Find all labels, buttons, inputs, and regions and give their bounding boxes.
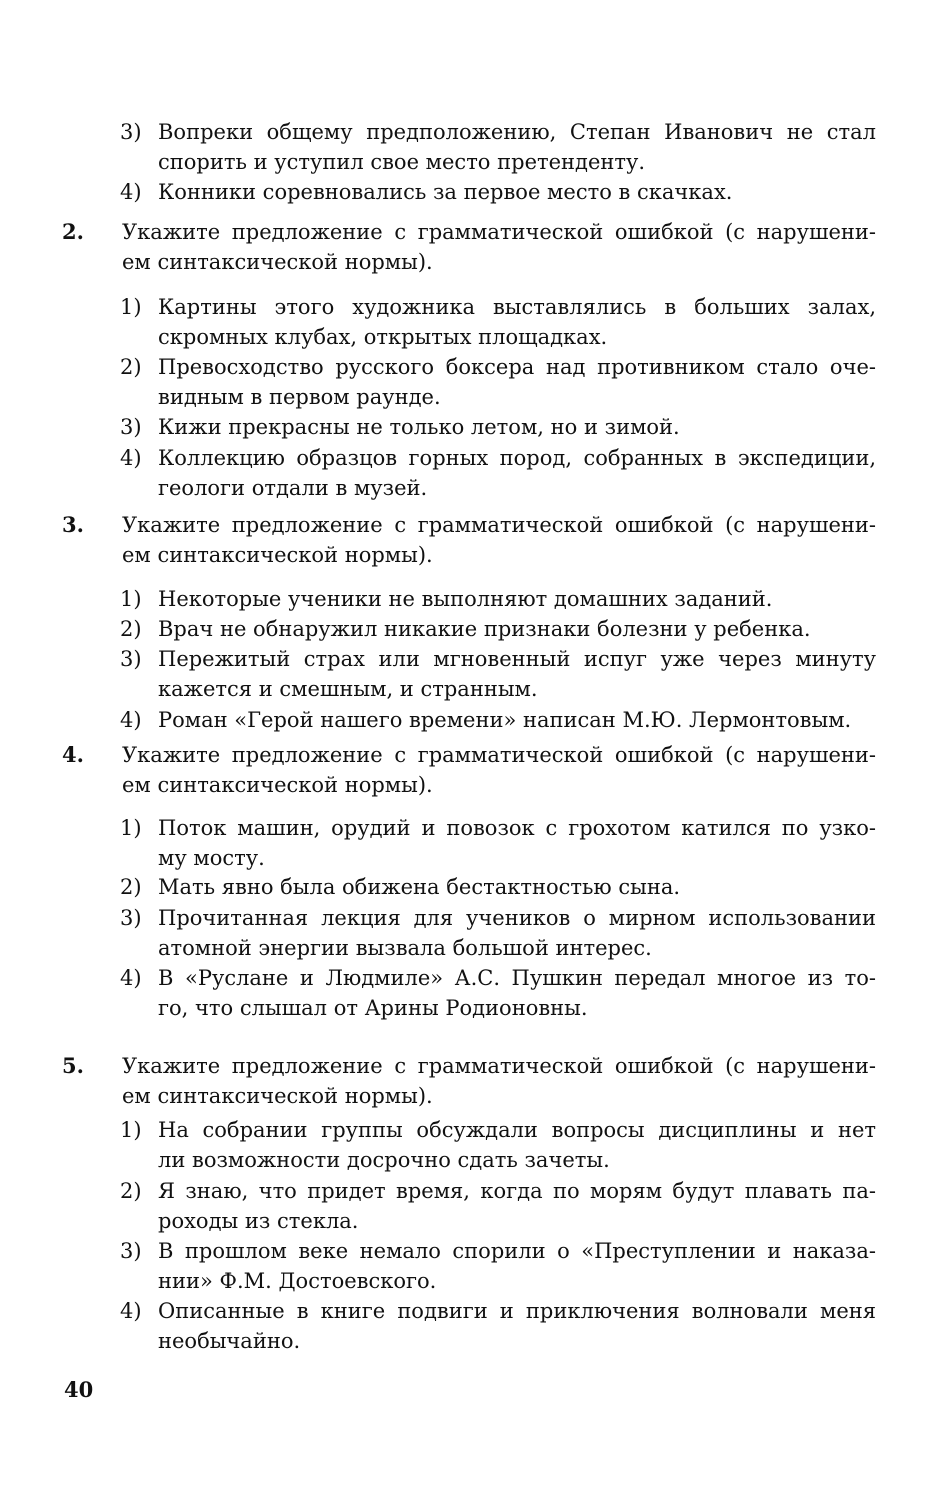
question-number: 3. (62, 512, 84, 537)
option-number: 4) (120, 708, 142, 732)
option-number: 1) (120, 816, 142, 840)
page-number: 40 (64, 1377, 94, 1402)
question-stem-line: Укажите предложение с грамматической ошибкой (с нарушени- (122, 743, 876, 767)
question-stem-line: ем синтаксической нормы). (122, 543, 433, 567)
option-text-line: Поток машин, орудий и повозок с грохотом катился по узко- (158, 816, 876, 840)
question-number: 4. (62, 742, 84, 767)
option-text-line: Описанные в книге подвиги и приключения волновали меня (158, 1299, 876, 1323)
option-number: 2) (120, 617, 142, 641)
option-number: 2) (120, 875, 142, 899)
option-text-line: Некоторые ученики не выполняют домашних заданий. (158, 587, 773, 611)
option-text-line: На собрании группы обсуждали вопросы дисциплины и нет (158, 1118, 876, 1142)
option-number: 1) (120, 1118, 142, 1142)
option-number: 4) (120, 1299, 142, 1323)
question-stem-line: ем синтаксической нормы). (122, 773, 433, 797)
question-stem-line: Укажите предложение с грамматической ошибкой (с нарушени- (122, 1054, 876, 1078)
option-text-line: геологи отдали в музей. (158, 476, 428, 500)
option-number: 3) (120, 120, 142, 144)
option-number: 3) (120, 906, 142, 930)
option-text-line: му мосту. (158, 846, 265, 870)
option-text-line: спорить и уступил свое место претенденту. (158, 150, 646, 174)
option-text-line: Конники соревновались за первое место в скачках. (158, 180, 733, 204)
option-text-line: ли возможности досрочно сдать зачеты. (158, 1148, 610, 1172)
option-number: 3) (120, 1239, 142, 1263)
option-number: 3) (120, 415, 142, 439)
option-text-line: видным в первом раунде. (158, 385, 441, 409)
option-text-line: Я знаю, что придет время, когда по морям будут плавать па- (158, 1179, 876, 1203)
option-number: 2) (120, 1179, 142, 1203)
option-text-line: скромных клубах, открытых площадках. (158, 325, 608, 349)
option-text-line: роходы из стекла. (158, 1209, 359, 1233)
option-text-line: кажется и смешным, и странным. (158, 677, 538, 701)
option-number: 4) (120, 446, 142, 470)
option-text-line: Врач не обнаружил никакие признаки болезни у ребенка. (158, 617, 811, 641)
option-number: 1) (120, 587, 142, 611)
option-number: 1) (120, 295, 142, 319)
option-number: 4) (120, 180, 142, 204)
option-text-line: го, что слышал от Арины Родионовны. (158, 996, 588, 1020)
option-text-line: Роман «Герой нашего времени» написан М.Ю. Лермонтовым. (158, 708, 852, 732)
option-number: 4) (120, 966, 142, 990)
question-stem-line: Укажите предложение с грамматической ошибкой (с нарушени- (122, 220, 876, 244)
option-text-line: нии» Ф.М. Достоевского. (158, 1269, 437, 1293)
question-stem-line: ем синтаксической нормы). (122, 1084, 433, 1108)
question-number: 2. (62, 219, 84, 244)
option-text-line: Прочитанная лекция для учеников о мирном использовании (158, 906, 876, 930)
question-stem-line: ем синтаксической нормы). (122, 250, 433, 274)
option-text-line: В прошлом веке немало спорили о «Преступлении и наказа- (158, 1239, 876, 1263)
option-number: 2) (120, 355, 142, 379)
option-text-line: Кижи прекрасны не только летом, но и зимой. (158, 415, 680, 439)
option-text-line: Коллекцию образцов горных пород, собранных в экспедиции, (158, 446, 876, 470)
question-number: 5. (62, 1053, 84, 1078)
option-text-line: Вопреки общему предположению, Степан Иванович не стал (158, 120, 876, 144)
option-text-line: Картины этого художника выставлялись в больших залах, (158, 295, 876, 319)
option-text-line: необычайно. (158, 1329, 301, 1353)
option-text-line: атомной энергии вызвала большой интерес. (158, 936, 652, 960)
option-text-line: В «Руслане и Людмиле» А.С. Пушкин передал многое из то- (158, 966, 876, 990)
option-text-line: Превосходство русского боксера над противником стало оче- (158, 355, 876, 379)
option-text-line: Пережитый страх или мгновенный испуг уже через минуту (158, 647, 876, 671)
option-text-line: Мать явно была обижена бестактностью сына. (158, 875, 681, 899)
option-number: 3) (120, 647, 142, 671)
question-stem-line: Укажите предложение с грамматической ошибкой (с нарушени- (122, 513, 876, 537)
